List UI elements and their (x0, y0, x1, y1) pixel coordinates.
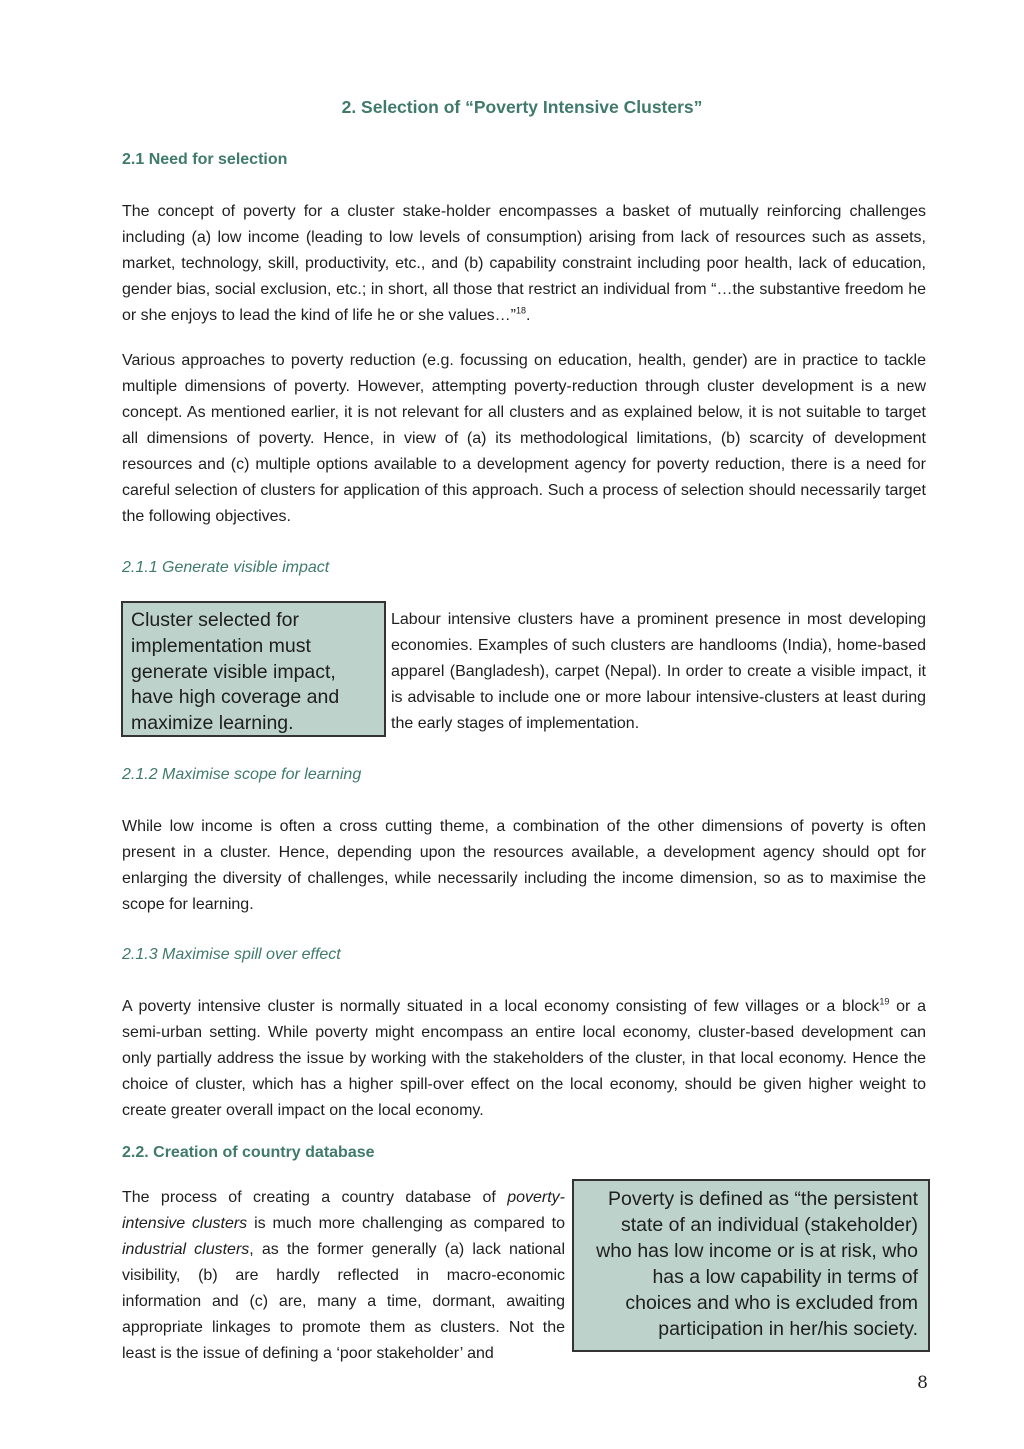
paragraph-text-cont: or a semi-urban setting. While poverty might encompass an entire local economy, cluster-based development can only partially address the issue by working with the stakeholders of the cluster, in that local economy. Hence the choice of cluster, which has a higher spill-over effect on the local economy, should be given higher weight to create greater overall impact on the local economy. (122, 998, 927, 1119)
paragraph-text: A poverty intensive cluster is normally situated in a local economy consisting of few villages or a block (122, 998, 880, 1015)
footnote-ref-18: 18 (516, 305, 527, 316)
section-heading-2-1: 2.1 Need for selection (122, 151, 288, 168)
paragraph-scope-learning: While low income is often a cross cutting theme, a combination of the other dimensions of poverty is often present in a cluster. Hence, depending upon the resources available, a development agency should opt for enlarging the diversity of challenges, while necessarily including the income dimension, so as to maximise the scope for learning. (122, 818, 926, 913)
paragraph-labour-intensive: Labour intensive clusters have a prominent presence in most developing economies. Examples of such clusters are handlooms (India), home-based apparel (Bangladesh), carpet (Nepal). In order to create a visible impact, it is advisable to include one or more labour intensive-clusters at least during the early stages of implementation. (391, 611, 926, 732)
subsection-heading-2-1-2: 2.1.2 Maximise scope for learning (122, 766, 362, 783)
italic-term-poverty-intensive: poverty-intensive clusters (122, 1189, 565, 1232)
paragraph-text: is much more challenging as compared to (247, 1215, 566, 1232)
italic-term-industrial: industrial clusters (122, 1241, 250, 1258)
paragraph-country-database (122, 1185, 565, 1367)
paragraph-end: . (526, 307, 531, 324)
paragraph-poverty-concept (122, 199, 926, 329)
callout-box-poverty-definition: Poverty is defined as “the persistent state of an individual (stakeholder) who has low income or is at risk, who has a low capability in terms of choices and who is excluded from participation in her/his society. (572, 1179, 930, 1352)
paragraph-text: , as the former generally (a) lack national visibility, (b) are hardly reflected in macro-economic information and (c) are, many a time, dormant, awaiting appropriate linkages to promote them as clusters. Not the least is the issue of defining a ‘poor stakeholder’ and (122, 1241, 565, 1362)
callout-box-visible-impact: Cluster selected for implementation must generate visible impact, have high coverage and maximize learning. (121, 601, 386, 737)
paragraph-spill-over (122, 994, 926, 1124)
page-title: 2. Selection of “Poverty Intensive Clusters” (341, 97, 703, 117)
subsection-heading-2-1-3: 2.1.3 Maximise spill over effect (122, 946, 341, 963)
paragraph-text: The concept of poverty for a cluster stake-holder encompasses a basket of mutually reinforcing challenges including (a) low income (leading to low levels of consumption) arising from lack of resources such as assets, market, technology, skill, productivity, etc., and (b) capability constraint including poor health, lack of education, gender bias, social exclusion, etc.; in short, all those that restrict an individual from “…the substantive freedom he or she enjoys to lead the kind of life he or she values…” (122, 203, 926, 324)
page-number: 8 (917, 1373, 928, 1393)
subsection-heading-2-1-1: 2.1.1 Generate visible impact (122, 559, 330, 576)
paragraph-approaches: Various approaches to poverty reduction (e.g. focussing on education, health, gender) are in practice to tackle multiple dimensions of poverty. However, attempting poverty-reduction through cluster development is a new concept. As mentioned earlier, it is not relevant for all clusters and as explained below, it is not suitable to target all dimensions of poverty. Hence, in view of (a) its methodological limitations, (b) scarcity of development resources and (c) multiple options available to a development agency for poverty reduction, there is a need for careful selection of clusters for application of this approach. Such a process of selection should necessarily target the following objectives. (122, 352, 926, 525)
paragraph-text: The process of creating a country database of (122, 1189, 508, 1206)
footnote-ref-19: 19 (879, 996, 890, 1007)
section-heading-2-2: 2.2. Creation of country database (122, 1144, 375, 1161)
